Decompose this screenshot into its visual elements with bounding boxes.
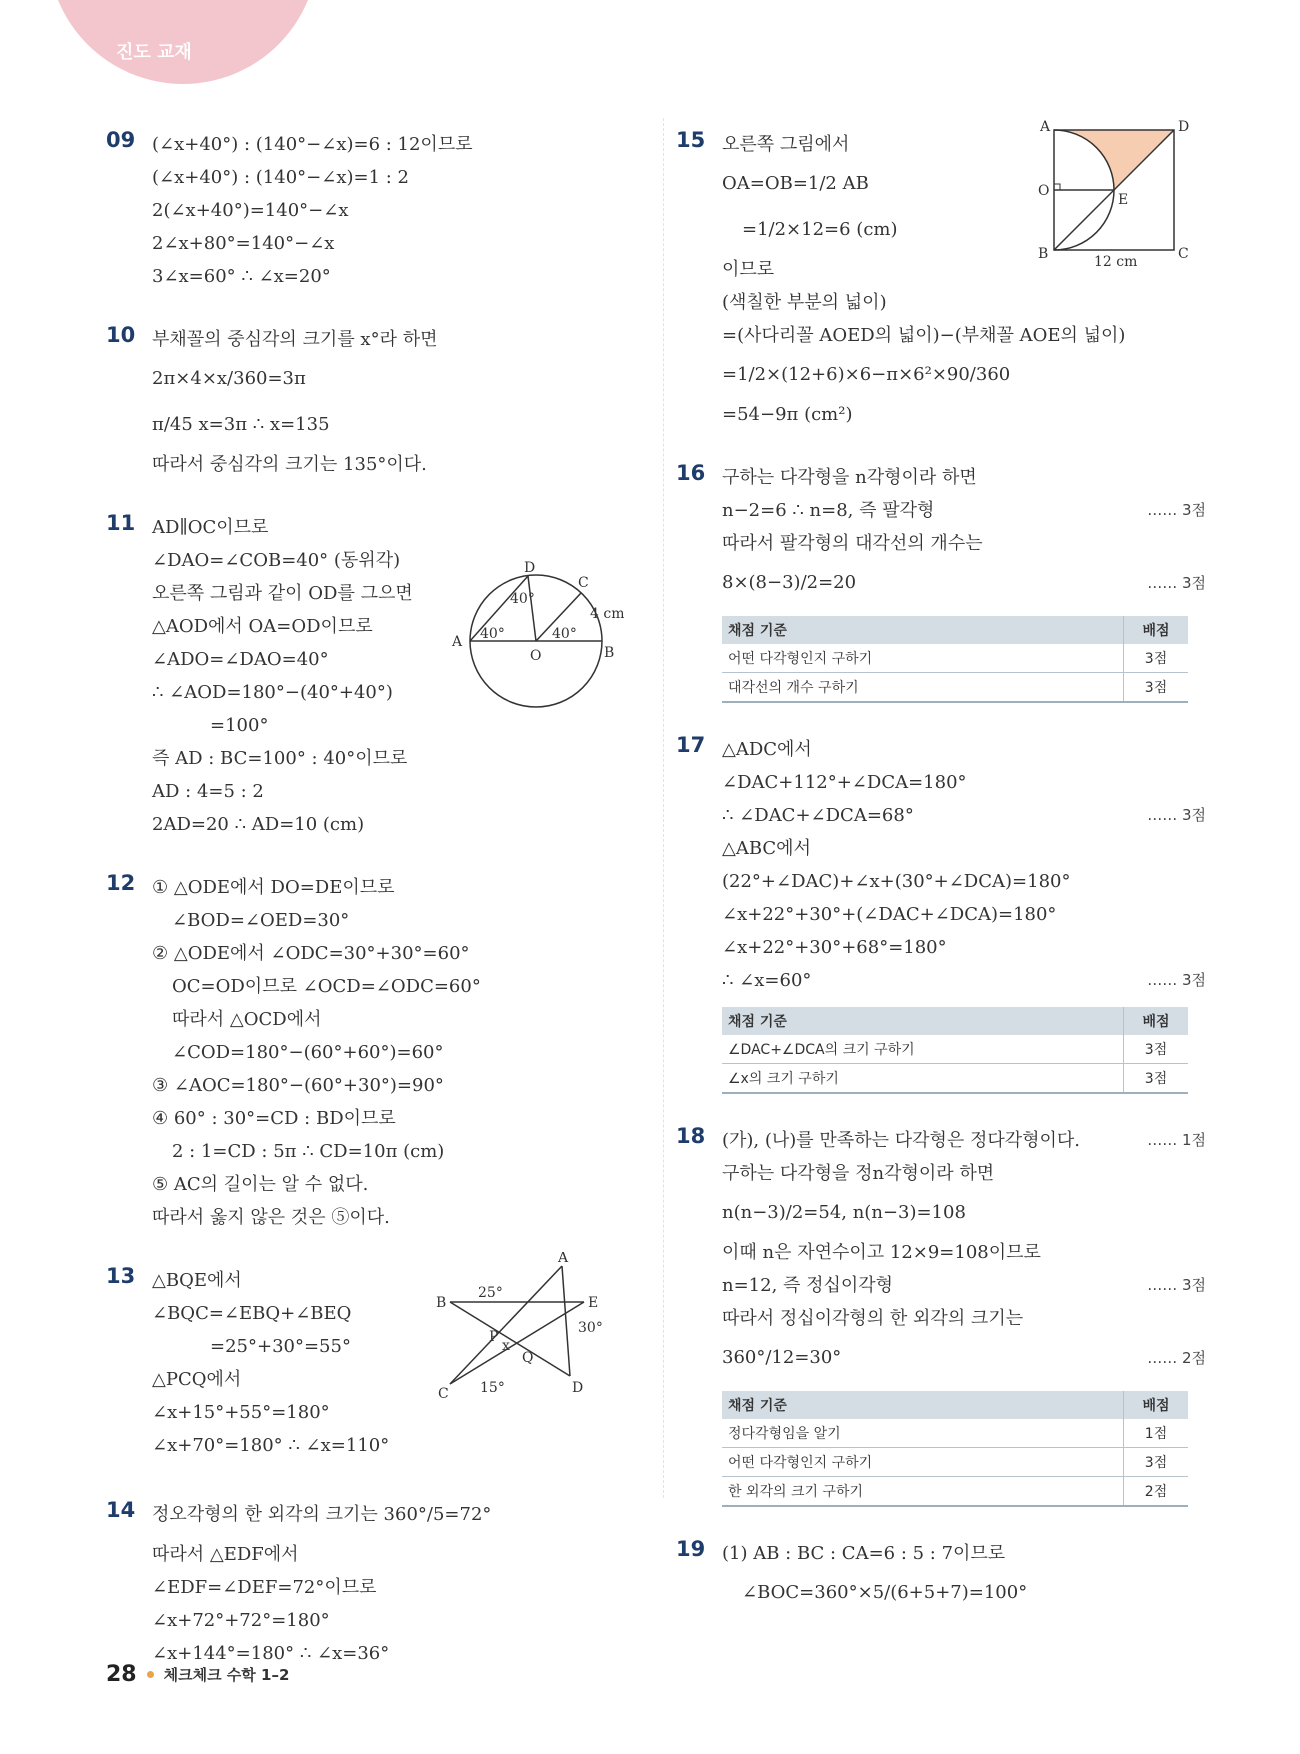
solution-line: OA=OB=1/2 AB [722, 173, 869, 194]
problem-number: 12 [106, 871, 136, 895]
table-row [722, 1064, 1188, 1094]
label-O: O [530, 648, 542, 664]
solution-line: ∠ADO=∠DAO=40° [152, 649, 329, 670]
label-C: C [1178, 246, 1189, 262]
solution-line: =1/2×(12+6)×6−π×6²×90/360 [722, 364, 1011, 385]
problem-number: 19 [676, 1537, 706, 1561]
score-cell: 3점 [1124, 644, 1189, 673]
solution-line: ④ 60° : 30°=CD : BD이므로 [152, 1108, 396, 1129]
line-text: ∴ ∠x=60° [722, 970, 812, 991]
solution-line: AD : 4=5 : 2 [152, 781, 264, 802]
solution-line: ∠DAC+112°+∠DCA=180° [722, 772, 967, 793]
solution-line: ∠BQC=∠EBQ+∠BEQ [152, 1303, 352, 1324]
solution-line: 따라서 팔각형의 대각선의 개수는 [722, 533, 983, 554]
line-text: (가), (나)를 만족하는 다각형은 정다각형이다. [722, 1130, 1081, 1151]
star-figure [436, 1252, 636, 1402]
solution-line: =54−9π (cm²) [722, 404, 853, 425]
page-footer [106, 1662, 289, 1687]
problem-09 [106, 128, 651, 293]
score-cell: 3점 [1124, 1035, 1189, 1064]
criteria-cell: ∠DAC+∠DCA의 크기 구하기 [722, 1035, 1124, 1064]
circle-figure [444, 561, 624, 711]
solution-line: 정오각형의 한 외각의 크기는 360°/5=72° [152, 1504, 492, 1525]
angle-label: 40° [552, 626, 577, 642]
solution-line: =100° [210, 715, 269, 736]
solution-line: 따라서 정십이각형의 한 외각의 크기는 [722, 1308, 1024, 1329]
length-label: 4 cm [590, 606, 624, 622]
line-text: ∴ ∠DAC+∠DCA=68° [722, 805, 914, 826]
solution-line: 오른쪽 그림과 같이 OD를 그으면 [152, 583, 413, 604]
score-cell: 3점 [1124, 1064, 1189, 1094]
label-B: B [436, 1295, 447, 1311]
problem-14 [106, 1492, 651, 1670]
criteria-cell: 한 외각의 크기 구하기 [722, 1477, 1124, 1507]
label-E: E [588, 1295, 599, 1311]
table-row [722, 1035, 1188, 1064]
solution-line: (∠x+40°) : (140°−∠x)=1 : 2 [152, 167, 409, 188]
solution-line: n(n−3)/2=54, n(n−3)=108 [722, 1202, 966, 1223]
score-cell: 1점 [1124, 1419, 1189, 1448]
solution-line: 구하는 다각형을 정n각형이라 하면 [722, 1163, 995, 1184]
column-separator [663, 118, 664, 1498]
solution-line: 따라서 △OCD에서 [172, 1009, 322, 1030]
score-header: 배점 [1124, 1391, 1189, 1419]
solution-line: 따라서 옳지 않은 것은 ⑤이다. [152, 1207, 390, 1228]
label-D: D [1178, 119, 1190, 135]
table-row [722, 644, 1188, 673]
label-E: E [1118, 192, 1129, 208]
solution-line: 따라서 중심각의 크기는 135°이다. [152, 454, 427, 475]
angle-label: 25° [478, 1285, 503, 1301]
problem-13 [106, 1252, 651, 1462]
criteria-header: 채점 기준 [722, 616, 1124, 644]
problem-number: 10 [106, 323, 136, 347]
line-text: n−2=6 ∴ n=8, 즉 팔각형 [722, 500, 935, 521]
solution-line: △PCQ에서 [152, 1369, 242, 1390]
problem-19 [676, 1537, 1206, 1616]
angle-label: 40° [480, 626, 505, 642]
solution-line: ∠x+22°+30°+(∠DAC+∠DCA)=180° [722, 904, 1057, 925]
solution-line: ∠BOD=∠OED=30° [172, 910, 350, 931]
solution-line: =1/2×12=6 (cm) [742, 219, 898, 240]
solution-line [676, 799, 1206, 832]
solution-line: 따라서 △EDF에서 [152, 1544, 299, 1565]
problem-15 [676, 119, 1206, 431]
solution-line: π/45 x=3π ∴ x=135 [152, 414, 330, 435]
line-text: 8×(8−3)/2=20 [722, 572, 857, 593]
label-A: A [452, 634, 463, 650]
label-B: B [1038, 246, 1049, 262]
problem-11 [106, 511, 651, 841]
label-C: C [578, 575, 589, 591]
criteria-header: 채점 기준 [722, 1007, 1124, 1035]
table-row [722, 1448, 1188, 1477]
criteria-header: 채점 기준 [722, 1391, 1124, 1419]
problem-18 [676, 1124, 1206, 1507]
solution-line: △ADC에서 [722, 739, 812, 760]
solution-line: ∠EDF=∠DEF=72°이므로 [152, 1577, 377, 1598]
solution-line: ∠x+144°=180° ∴ ∠x=36° [152, 1643, 390, 1664]
solution-line: AD∥OC이므로 [152, 517, 269, 538]
solution-line: ⑤ AC의 길이는 알 수 없다. [152, 1174, 369, 1195]
criteria-cell: ∠x의 크기 구하기 [722, 1064, 1124, 1094]
scoring-table [722, 1007, 1188, 1094]
solution-line: 2(∠x+40°)=140°−∠x [152, 200, 349, 221]
solution-line: 2 : 1=CD : 5π ∴ CD=10π (cm) [172, 1141, 445, 1162]
problem-number: 18 [676, 1124, 706, 1148]
solution-line: ③ ∠AOC=180°−(60°+30°)=90° [152, 1075, 444, 1096]
solution-line: ∠x+72°+72°=180° [152, 1610, 330, 1631]
label-Q: Q [522, 1350, 534, 1366]
label-A: A [558, 1252, 569, 1266]
header-tab-label: 진도 교재 [116, 42, 192, 63]
left-column [106, 128, 651, 1700]
solution-line: =(사다리꼴 AOED의 넓이)−(부채꼴 AOE의 넓이) [722, 325, 1126, 346]
solution-line [676, 494, 1206, 527]
problem-number: 11 [106, 511, 136, 535]
score-header: 배점 [1124, 616, 1189, 644]
problem-number: 14 [106, 1498, 136, 1522]
solution-line: ∠x+15°+55°=180° [152, 1402, 330, 1423]
criteria-cell: 어떤 다각형인지 구하기 [722, 644, 1124, 673]
solution-line: ② △ODE에서 ∠ODC=30°+30°=60° [152, 943, 470, 964]
solution-line: 3∠x=60° ∴ ∠x=20° [152, 266, 331, 287]
points-label: …… 3점 [1147, 806, 1206, 824]
square-figure [1028, 118, 1196, 268]
label-A: A [1040, 119, 1051, 135]
points-label: …… 3점 [1147, 574, 1206, 592]
solution-line: △AOD에서 OA=OD이므로 [152, 616, 373, 637]
solution-line: ∠COD=180°−(60°+60°)=60° [172, 1042, 444, 1063]
solution-line [676, 964, 1206, 997]
solution-line [676, 1335, 1206, 1381]
problem-number: 15 [676, 128, 706, 152]
solution-line: 2π×4×x/360=3π [152, 368, 306, 389]
points-label: …… 3점 [1147, 1276, 1206, 1294]
problem-number: 09 [106, 128, 136, 152]
solution-line [676, 1124, 1206, 1157]
page-number: 28 [106, 1662, 137, 1687]
solution-line: (1) AB : BC : CA=6 : 5 : 7이므로 [722, 1543, 1006, 1564]
line-text: 360°/12=30° [722, 1347, 842, 1368]
criteria-cell: 어떤 다각형인지 구하기 [722, 1448, 1124, 1477]
problem-17 [676, 733, 1206, 1094]
table-row [722, 1477, 1188, 1507]
right-column [676, 119, 1206, 1646]
angle-label: 40° [510, 591, 535, 607]
points-label: …… 2점 [1147, 1349, 1206, 1367]
solution-line [676, 1269, 1206, 1302]
solution-line [676, 560, 1206, 606]
label-D: D [572, 1380, 584, 1396]
problem-10 [106, 323, 651, 481]
score-cell: 2점 [1124, 1477, 1189, 1507]
label-P: P [489, 1329, 499, 1345]
points-label: …… 3점 [1147, 501, 1206, 519]
solution-line: ∴ ∠AOD=180°−(40°+40°) [152, 682, 393, 703]
label-O: O [1038, 183, 1050, 199]
scoring-table [722, 1391, 1188, 1507]
solution-line: ① △ODE에서 DO=DE이므로 [152, 877, 395, 898]
problem-12 [106, 871, 651, 1234]
solution-line: 구하는 다각형을 n각형이라 하면 [722, 467, 977, 488]
solution-line: 2∠x+80°=140°−∠x [152, 233, 335, 254]
solution-line: OC=OD이므로 ∠OCD=∠ODC=60° [172, 976, 481, 997]
angle-label: 15° [480, 1380, 505, 1396]
table-row [722, 1419, 1188, 1448]
solution-line: 이므로 [722, 259, 775, 280]
solution-line: ∠DAO=∠COB=40° (동위각) [152, 550, 401, 571]
score-cell: 3점 [1124, 1448, 1189, 1477]
problem-number: 13 [106, 1264, 136, 1288]
line-text: n=12, 즉 정십이각형 [722, 1275, 894, 1296]
book-title: 체크체크 수학 1–2 [163, 1666, 290, 1684]
label-B: B [604, 645, 615, 661]
points-label: …… 1점 [1147, 1131, 1206, 1149]
label-x: x [502, 1338, 510, 1354]
solution-line: (22°+∠DAC)+∠x+(30°+∠DCA)=180° [722, 871, 1071, 892]
solution-line: 이때 n은 자연수이고 12×9=108이므로 [722, 1242, 1041, 1263]
solution-line: 부채꼴의 중심각의 크기를 x°라 하면 [152, 329, 438, 350]
criteria-cell: 대각선의 개수 구하기 [722, 673, 1124, 703]
bullet-dot-icon [147, 1671, 154, 1678]
problem-number: 16 [676, 461, 706, 485]
solution-line: =25°+30°=55° [210, 1336, 351, 1357]
solution-line: ∠BOC=360°×5/(6+5+7)=100° [742, 1582, 1028, 1603]
points-label: …… 3점 [1147, 971, 1206, 989]
angle-label: 30° [578, 1320, 603, 1336]
solution-line: (색칠한 부분의 넓이) [722, 292, 887, 313]
length-label: 12 cm [1094, 254, 1138, 268]
solution-line: (∠x+40°) : (140°−∠x)=6 : 12이므로 [152, 134, 473, 155]
score-header: 배점 [1124, 1007, 1189, 1035]
criteria-cell: 정다각형임을 알기 [722, 1419, 1124, 1448]
solution-line: 오른쪽 그림에서 [722, 134, 850, 155]
label-D: D [524, 561, 536, 576]
solution-line: ∠x+70°=180° ∴ ∠x=110° [152, 1435, 390, 1456]
solution-line: ∠x+22°+30°+68°=180° [722, 937, 947, 958]
table-row [722, 673, 1188, 703]
score-cell: 3점 [1124, 673, 1189, 703]
problem-number: 17 [676, 733, 706, 757]
problem-16 [676, 461, 1206, 703]
scoring-table [722, 616, 1188, 703]
solution-line: 2AD=20 ∴ AD=10 (cm) [152, 814, 365, 835]
solution-line: 즉 AD : BC=100° : 40°이므로 [152, 748, 408, 769]
solution-line: △ABC에서 [722, 838, 811, 859]
label-C: C [438, 1386, 449, 1402]
solution-line: △BQE에서 [152, 1270, 242, 1291]
